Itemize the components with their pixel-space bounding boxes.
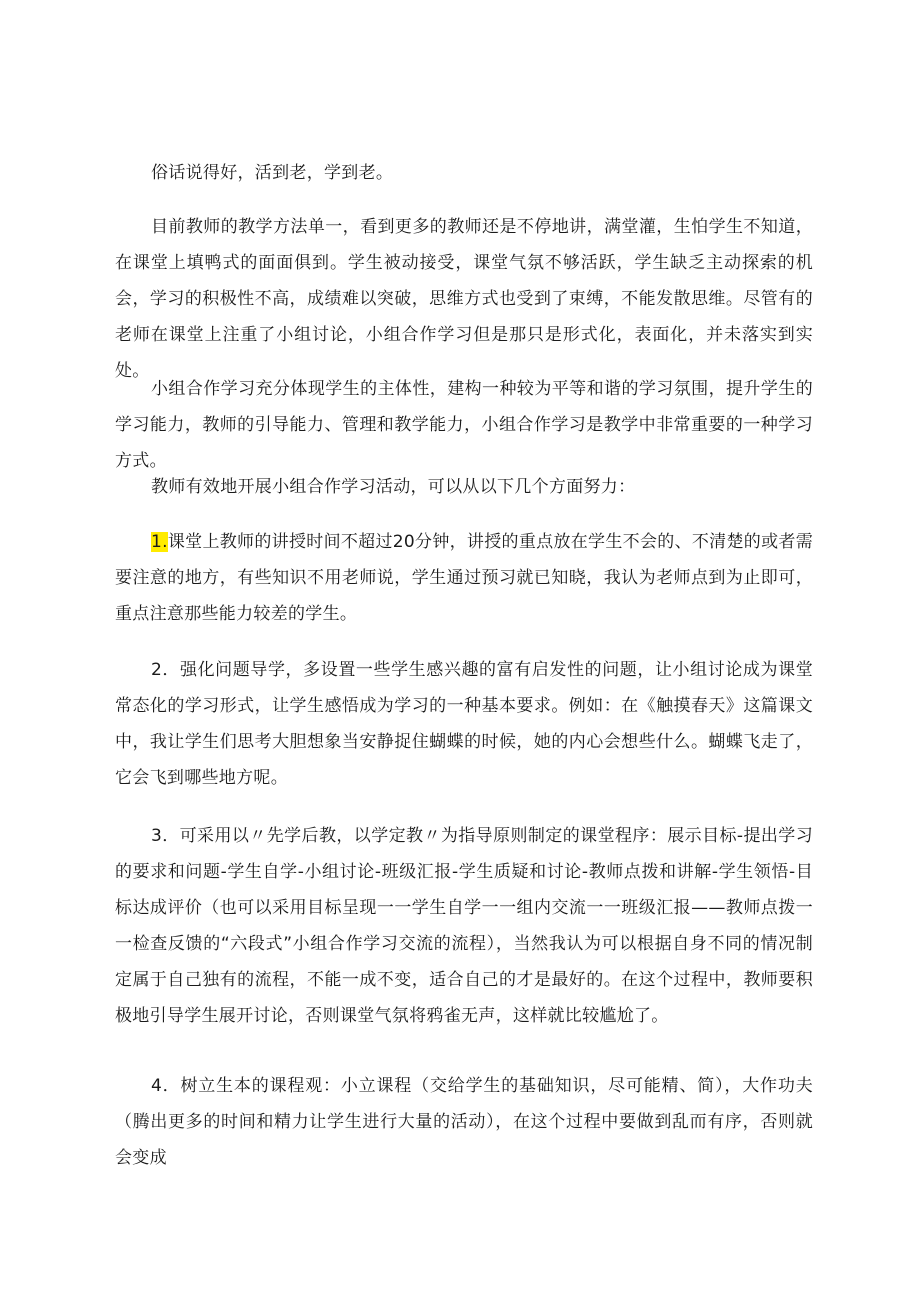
list-item-2: 2．强化问题导学，多设置一些学生感兴趣的富有启发性的问题，让小组讨论成为课堂常态化的学习形式，让学生感悟成为学习的一种基本要求。例如：在《触摸春天》这篇课文中，我让学生们思考大胆想象当安静捉住蝴蝶的时候，她的内心会想些什么。蝴蝶飞走了，它会飞到哪些地方呢。 xyxy=(115,660,813,788)
list-item-4: 4．树立生本的课程观：小立课程（交给学生的基础知识，尽可能精、简），大作功夫（腾出更多的时间和精力让学生进行大量的活动），在这个过程中要做到乱而有序，否则就会变成 xyxy=(115,1076,813,1168)
list-item-3: 3．可采用以〃先学后教，以学定教〃为指导原则制定的课堂程序：展示目标-提出学习的要求和问题-学生自学-小组讨论-班级汇报-学生质疑和讨论-教师点拨和讲解-学生领悟-目标达成评价（也可以采用目标呈现一一学生自学一一组内交流一一班级汇报——教师点拨一一检查反馈的“六段式”小组合作学习交流的流程），当然我认为可以根据自身不同的情况制定属于自己独有的流程，不能一成不变，适合自己的才是最好的。在这个过程中，教师要积极地引导学生展开讨论，否则课堂气氛将鸦雀无声，这样就比较尴尬了。 xyxy=(115,826,813,1026)
paragraph-group-learning: 小组合作学习充分体现学生的主体性，建构一种较为平等和谐的学习氛围，提升学生的学习能力，教师的引导能力、管理和教学能力，小组合作学习是教学中非常重要的一种学习方式。 xyxy=(115,379,813,471)
paragraph-proverb: 俗话说得好，活到老，学到老。 xyxy=(151,163,394,183)
paragraph-current-methods: 目前教师的教学方法单一，看到更多的教师还是不停地讲，满堂灌，生怕学生不知道，在课堂上填鸭式的面面俱到。学生被动接受，课堂气氛不够活跃，学生缺乏主动探索的机会，学习的积极性不高，成绩难以突破，思维方式也受到了束缚，不能发散思维。尽管有的老师在课堂上注重了小组讨论，小组合作学习但是那只是形式化，表面化，并未落实到实处。 xyxy=(115,217,813,381)
paragraph-intro-list: 教师有效地开展小组合作学习活动，可以从以下几个方面努力： xyxy=(151,477,636,497)
highlight-marker: 1. xyxy=(151,532,168,552)
list-item-1-text: 课堂上教师的讲授时间不超过20分钟，讲授的重点放在学生不会的、不清楚的或者需要注意的地方，有些知识不用老师说，学生通过预习就已知晓，我认为老师点到为止即可，重点注意那些能力较差的学生。 xyxy=(115,532,813,624)
list-item-1 xyxy=(115,524,813,632)
